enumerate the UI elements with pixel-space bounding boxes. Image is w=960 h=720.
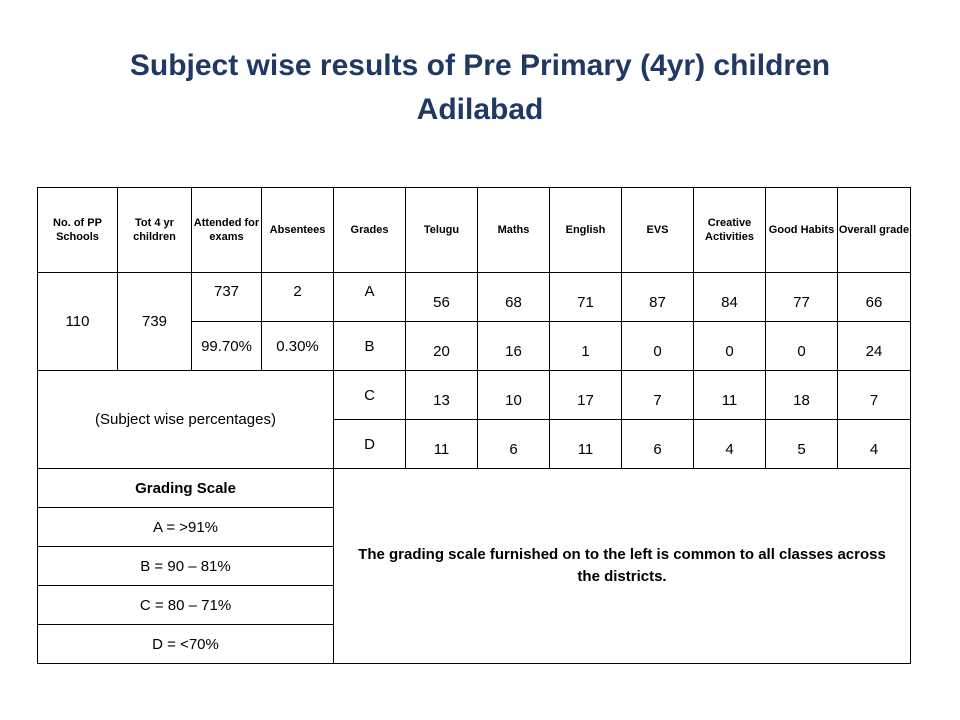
grading-scale-item: C = 80 – 71%: [38, 586, 334, 625]
grade-value: 56: [406, 273, 478, 322]
grade-value: 10: [478, 371, 550, 420]
grade-value: 16: [478, 322, 550, 371]
attended-percent: 99.70%: [192, 322, 262, 371]
header-cell: Good Habits: [766, 188, 838, 273]
grading-scale-heading: Grading Scale: [38, 469, 334, 508]
grade-value: 24: [838, 322, 911, 371]
grade-value: 7: [622, 371, 694, 420]
header-cell: Creative Activities: [694, 188, 766, 273]
grade-value: 11: [406, 420, 478, 469]
grade-label: B: [334, 322, 406, 371]
header-cell: English: [550, 188, 622, 273]
grade-label: A: [334, 273, 406, 322]
grade-value: 0: [766, 322, 838, 371]
grading-scale-item: B = 90 – 81%: [38, 547, 334, 586]
grade-value: 0: [694, 322, 766, 371]
grading-scale-note: The grading scale furnished on to the left is common to all classes across the districts.: [334, 469, 911, 664]
grade-value: 4: [694, 420, 766, 469]
header-cell: EVS: [622, 188, 694, 273]
header-cell: Overall grade: [838, 188, 911, 273]
grade-label: C: [334, 371, 406, 420]
grade-value: 17: [550, 371, 622, 420]
grade-value: 11: [694, 371, 766, 420]
header-cell: Absentees: [262, 188, 334, 273]
grade-value: 6: [478, 420, 550, 469]
header-cell: Telugu: [406, 188, 478, 273]
grade-value: 13: [406, 371, 478, 420]
grade-value: 71: [550, 273, 622, 322]
grade-value: 18: [766, 371, 838, 420]
absentees-count: 2: [262, 273, 334, 322]
title-line-2: Adilabad: [416, 93, 544, 126]
grade-value: 5: [766, 420, 838, 469]
header-cell: Grades: [334, 188, 406, 273]
grading-scale-item: D = <70%: [38, 625, 334, 664]
grade-row-a: [38, 273, 911, 322]
grade-row-c: [38, 371, 911, 420]
grade-value: 0: [622, 322, 694, 371]
children-count: 739: [118, 273, 192, 371]
header-cell: Tot 4 yr children: [118, 188, 192, 273]
grade-value: 7: [838, 371, 911, 420]
grading-scale-item: A = >91%: [38, 508, 334, 547]
grade-value: 20: [406, 322, 478, 371]
grade-value: 11: [550, 420, 622, 469]
subject-note: (Subject wise percentages): [38, 371, 334, 469]
header-cell: Maths: [478, 188, 550, 273]
grade-value: 66: [838, 273, 911, 322]
grade-value: 87: [622, 273, 694, 322]
grade-value: 4: [838, 420, 911, 469]
grade-value: 84: [694, 273, 766, 322]
grading-scale-heading-row: [38, 469, 911, 508]
grade-value: 77: [766, 273, 838, 322]
attended-count: 737: [192, 273, 262, 322]
page-title: [0, 44, 960, 132]
grade-value: 68: [478, 273, 550, 322]
absentees-percent: 0.30%: [262, 322, 334, 371]
header-cell: Attended for exams: [192, 188, 262, 273]
schools-count: 110: [38, 273, 118, 371]
grade-value: 1: [550, 322, 622, 371]
title-line-1: Subject wise results of Pre Primary (4yr) children: [129, 49, 831, 82]
header-cell: No. of PP Schools: [38, 188, 118, 273]
grade-value: 6: [622, 420, 694, 469]
header-row: [38, 188, 911, 273]
results-table: [37, 187, 911, 664]
grade-label: D: [334, 420, 406, 469]
